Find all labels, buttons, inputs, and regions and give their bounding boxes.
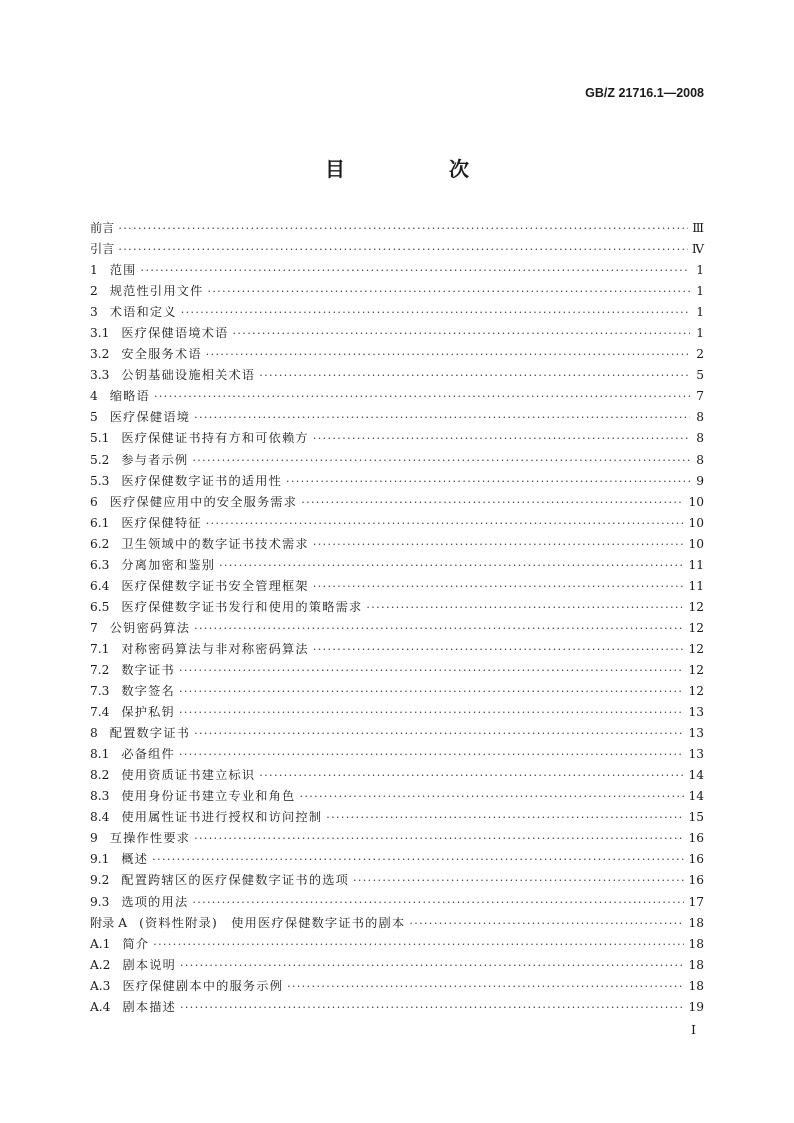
toc-entry-number: A.3 (90, 978, 111, 993)
toc-entry-label: 公钥密码算法 (109, 620, 191, 635)
toc-entry[interactable] (90, 808, 704, 829)
toc-entry-page: 13 (688, 726, 704, 741)
dot-leader (206, 517, 685, 530)
toc-entry[interactable] (90, 514, 704, 535)
dot-leader (286, 475, 690, 488)
toc-entry-label: 安全服务术语 (121, 347, 202, 362)
toc-entry-label: 缩略语 (109, 389, 150, 404)
toc-entry-page: 18 (688, 978, 704, 993)
toc-entry-page: Ⅳ (691, 242, 704, 257)
toc-entry-page: 17 (688, 894, 704, 909)
toc-entry-number: 9.2 (90, 873, 110, 888)
toc-entry-number: 7.3 (90, 684, 110, 699)
toc-entry-page: 1 (696, 326, 704, 341)
toc-entry[interactable] (90, 387, 704, 408)
toc-entry[interactable] (90, 998, 704, 1019)
dot-leader (313, 538, 685, 551)
toc-entry-number: 6.5 (90, 599, 110, 614)
dot-leader (192, 896, 684, 909)
toc-entry-page: 12 (688, 599, 704, 614)
dot-leader (409, 917, 684, 930)
toc-entry[interactable] (90, 724, 704, 745)
dot-leader (299, 790, 684, 803)
toc-entry-page: 18 (688, 915, 704, 930)
dot-leader (219, 559, 684, 572)
toc-entry-page: 7 (696, 389, 704, 404)
toc-entry-page: 19 (688, 999, 704, 1014)
dot-leader (194, 727, 684, 740)
toc-entry-label: 卫生领域中的数字证书技术需求 (121, 536, 309, 551)
toc-entry-number: A.1 (90, 936, 111, 951)
toc-entry[interactable] (90, 619, 704, 640)
toc-entry-label: 保护私钥 (121, 705, 175, 720)
toc-entry[interactable] (90, 282, 704, 303)
toc-entry-page: 15 (688, 810, 704, 825)
toc-entry-page: 10 (688, 536, 704, 551)
toc-entry-page: 10 (688, 515, 704, 530)
toc-entry[interactable] (90, 366, 704, 387)
toc-entry-number: 前言 (90, 221, 115, 235)
toc-entry-page: 5 (696, 368, 704, 383)
toc-entry-page: 10 (688, 494, 704, 509)
dot-leader (154, 390, 690, 403)
toc-entry[interactable] (90, 577, 704, 598)
toc-entry[interactable] (90, 408, 704, 429)
toc-entry-label: 必备组件 (121, 747, 175, 762)
toc-entry-label: 范围 (109, 263, 137, 278)
dot-leader (181, 306, 690, 319)
dot-leader (179, 748, 685, 761)
toc-entry-number: 8.4 (90, 810, 110, 825)
toc-entry-label: 剧本描述 (122, 999, 176, 1014)
dot-leader (233, 327, 691, 340)
toc-entry-number: 9.1 (90, 852, 110, 867)
dot-leader (152, 853, 684, 866)
toc-entry-number: 9 (90, 831, 98, 846)
toc-entry-label: 对称密码算法与非对称密码算法 (121, 641, 309, 656)
toc-entry-number: 6.4 (90, 578, 110, 593)
toc-entry[interactable] (90, 556, 704, 577)
dot-leader (118, 243, 687, 256)
dot-leader (118, 222, 688, 235)
toc-entry-number: 2 (90, 284, 98, 299)
toc-entry-label: 互操作性要求 (109, 831, 191, 846)
toc-entry-number: 引言 (90, 242, 115, 257)
toc-entry[interactable] (90, 935, 704, 956)
toc-entry-number: 8.2 (90, 768, 110, 783)
toc-entry[interactable] (90, 661, 704, 682)
toc-entry-label: 数字签名 (121, 684, 175, 699)
toc-entry[interactable] (90, 977, 704, 998)
toc-entry[interactable] (90, 303, 704, 324)
toc-entry-number: 7.2 (90, 662, 110, 677)
dot-leader (206, 348, 690, 361)
toc-entry[interactable] (90, 640, 704, 661)
toc-entry-number: 6.3 (90, 557, 110, 572)
toc-entry[interactable] (90, 345, 704, 366)
toc-entry-number: 3.1 (90, 326, 110, 341)
toc-entry-label: 医疗保健剧本中的服务示例 (122, 978, 284, 993)
toc-entry-page: 1 (696, 284, 704, 299)
toc-entry[interactable] (90, 598, 704, 619)
toc-entry-page: 16 (688, 873, 704, 888)
toc-entry-page: 11 (688, 557, 704, 572)
toc-entry[interactable] (90, 766, 704, 787)
toc-entry-number: 3.3 (90, 368, 110, 383)
toc-entry-page: 12 (688, 620, 704, 635)
toc-entry-page: 18 (688, 936, 704, 951)
toc-entry-label: 使用身份证书建立专业和角色 (121, 789, 296, 804)
toc-entry-number: 6.2 (90, 536, 110, 551)
toc-entry[interactable] (90, 493, 704, 514)
standard-number: GB/Z 21716.1—2008 (585, 86, 704, 100)
toc-entry-label: 医疗保健数字证书发行和使用的策略需求 (121, 599, 363, 614)
toc-entry[interactable] (90, 914, 704, 935)
toc-entry[interactable] (90, 703, 704, 724)
dot-leader (353, 874, 685, 887)
toc-entry-label: 公钥基础设施相关术语 (121, 368, 256, 383)
toc-entry-page: 16 (688, 852, 704, 867)
toc-entry-number: 5.2 (90, 452, 110, 467)
toc-entry-page: 11 (688, 578, 704, 593)
toc-entry[interactable] (90, 261, 704, 282)
dot-leader (194, 411, 690, 424)
toc-entry-number: 7 (90, 620, 98, 635)
toc-entry[interactable] (90, 787, 704, 808)
toc-entry-page: 14 (688, 789, 704, 804)
toc-entry-page: 12 (688, 662, 704, 677)
toc-entry-label: 使用资质证书建立标识 (121, 768, 256, 783)
toc-entry[interactable] (90, 219, 704, 240)
toc-entry-number: 7.1 (90, 641, 110, 656)
toc-entry-label: 医疗保健数字证书安全管理框架 (121, 578, 309, 593)
dot-leader (313, 580, 685, 593)
page-title: 目 次 (325, 157, 511, 181)
toc-entry-page: 13 (688, 747, 704, 762)
toc-entry-label: 医疗保健特征 (121, 515, 202, 530)
toc-entry-page: 2 (696, 347, 704, 362)
toc-entry-page: 9 (696, 473, 704, 488)
toc-entry[interactable] (90, 956, 704, 977)
dot-leader (301, 496, 684, 509)
toc-entry[interactable] (90, 850, 704, 871)
toc-entry-number: 附录 A (90, 915, 128, 930)
toc-entry-number: 6.1 (90, 515, 110, 530)
toc-entry-label: 概述 (121, 852, 149, 867)
toc-entry[interactable] (90, 535, 704, 556)
toc-entry-number: A.4 (90, 999, 111, 1014)
toc-entry-number: 5.1 (90, 431, 110, 446)
toc-entry-number: 5.3 (90, 473, 110, 488)
toc-entry-number: 8 (90, 726, 98, 741)
toc-entry-page: 13 (688, 705, 704, 720)
toc-entry-label: 规范性引用文件 (109, 284, 204, 299)
dot-leader (207, 285, 690, 298)
toc-entry[interactable] (90, 893, 704, 914)
toc-entry[interactable] (90, 451, 704, 472)
dot-leader (259, 369, 690, 382)
dot-leader (180, 1001, 684, 1014)
toc-entry-number: 9.3 (90, 894, 110, 909)
toc-entry-page: 1 (696, 263, 704, 278)
toc-entry-page: 1 (696, 305, 704, 320)
toc-entry-page: 14 (688, 768, 704, 783)
toc-entry-label: 参与者示例 (121, 452, 189, 467)
dot-leader (194, 622, 684, 635)
toc-entry-page: 8 (696, 410, 704, 425)
toc-entry-number: 8.3 (90, 789, 110, 804)
toc-entry-number: 3.2 (90, 347, 110, 362)
dot-leader (179, 685, 685, 698)
dot-leader (366, 601, 684, 614)
dot-leader (153, 938, 684, 951)
dot-leader (180, 959, 684, 972)
toc-entry-number: 8.1 (90, 747, 110, 762)
toc-entry-label: 术语和定义 (109, 305, 177, 320)
toc-entry-label: 简介 (122, 936, 150, 951)
toc-entry-label: 医疗保健证书持有方和可依赖方 (121, 431, 309, 446)
dot-leader (179, 706, 685, 719)
table-of-contents (90, 219, 704, 1019)
toc-entry-label: 选项的用法 (121, 894, 189, 909)
toc-entry-label: (资料性附录) 使用医疗保健数字证书的剧本 (139, 915, 406, 930)
toc-entry-label: 剧本说明 (122, 957, 176, 972)
toc-entry[interactable] (90, 324, 704, 345)
dot-leader (194, 832, 684, 845)
toc-entry-label: 使用属性证书进行授权和访问控制 (121, 810, 323, 825)
dot-leader (313, 432, 690, 445)
toc-entry-number: 3 (90, 305, 98, 320)
dot-leader (141, 264, 690, 277)
dot-leader (326, 811, 684, 824)
toc-entry-number: 4 (90, 389, 98, 404)
toc-entry-page: 8 (696, 452, 704, 467)
toc-entry[interactable] (90, 829, 704, 850)
toc-entry-page: 8 (696, 431, 704, 446)
toc-entry[interactable] (90, 472, 704, 493)
toc-entry-label: 医疗保健语境术语 (121, 326, 229, 341)
toc-entry[interactable] (90, 240, 704, 261)
toc-entry-number: A.2 (90, 957, 111, 972)
toc-entry[interactable] (90, 682, 704, 703)
dot-leader (259, 769, 684, 782)
page-number: I (691, 1022, 696, 1037)
dot-leader (313, 643, 685, 656)
dot-leader (192, 454, 690, 467)
toc-entry-page: Ⅲ (692, 221, 704, 235)
toc-entry-label: 医疗保健语境 (109, 410, 191, 425)
toc-entry[interactable] (90, 871, 704, 892)
toc-entry[interactable] (90, 429, 704, 450)
toc-entry-number: 5 (90, 410, 98, 425)
toc-entry-label: 医疗保健数字证书的适用性 (121, 473, 283, 488)
toc-entry-label: 配置跨辖区的医疗保健数字证书的选项 (121, 873, 349, 888)
toc-entry-number: 6 (90, 494, 98, 509)
dot-leader (287, 980, 684, 993)
toc-entry-number: 7.4 (90, 705, 110, 720)
toc-entry-page: 12 (688, 684, 704, 699)
toc-entry[interactable] (90, 745, 704, 766)
dot-leader (179, 664, 685, 677)
toc-entry-number: 1 (90, 263, 98, 278)
toc-entry-label: 分离加密和鉴别 (121, 557, 216, 572)
toc-entry-label: 医疗保健应用中的安全服务需求 (109, 494, 298, 509)
toc-entry-label: 配置数字证书 (109, 726, 191, 741)
toc-entry-page: 12 (688, 641, 704, 656)
toc-entry-page: 16 (688, 831, 704, 846)
toc-entry-page: 18 (688, 957, 704, 972)
toc-entry-label: 数字证书 (121, 662, 175, 677)
